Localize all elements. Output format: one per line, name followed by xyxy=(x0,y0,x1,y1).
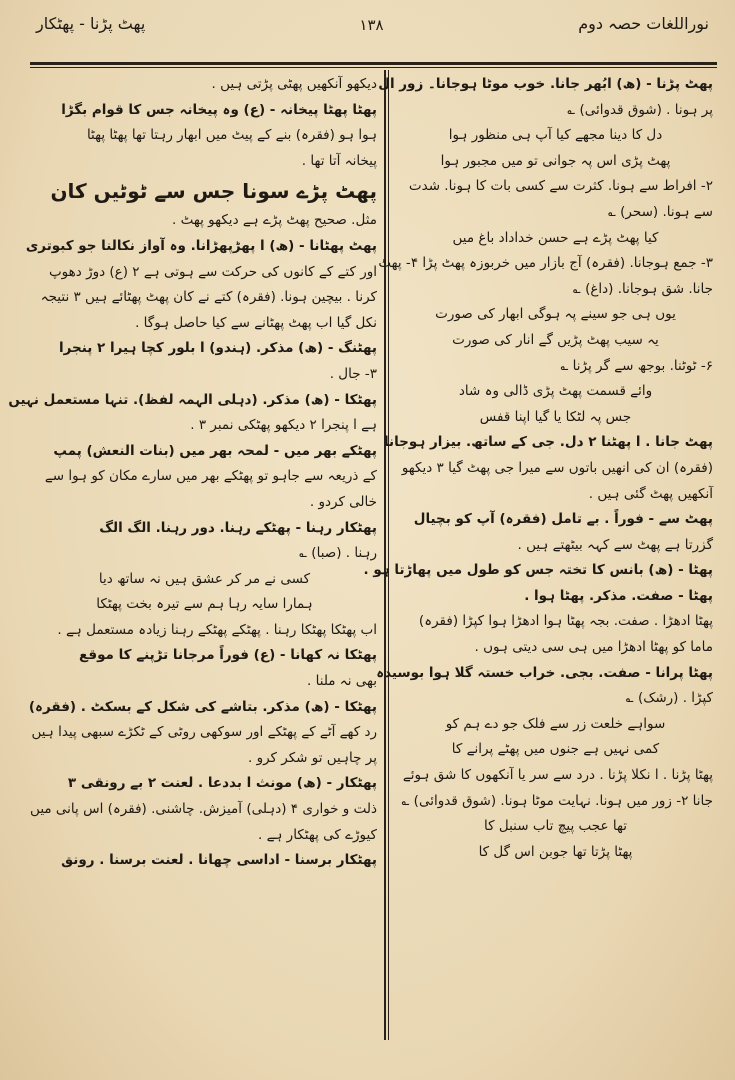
entry-headword-line: پھٹنگ - (ھ) مذکر. (ہندو) ا بلور کچا ہیرا ۲ پنجرا xyxy=(58,340,377,357)
entry-headword-line: پھٹ پڑے سونا جس سے ٹوٹیں کان xyxy=(50,179,377,204)
entry-text-line: ذلت و خواری ۴ (دہلی) آمیزش. چاشنی. (فقرہ) اس پانی میں xyxy=(30,801,377,818)
header-rule-thin xyxy=(30,67,717,68)
entry-headword-line: پھٹ پڑنا - (ھ) ابُھر جانا. خوب موٹا ہوجانا۔ زور ال xyxy=(378,76,713,92)
entry-text-line: رد کھے آٹے کے پھٹکے اور سوکھی روٹی کے ٹکڑے سبھی پیدا ہیں xyxy=(31,724,377,741)
entry-headword-line: پھٹا - صفت. مذکر. پھٹا ہوا . xyxy=(524,587,713,604)
entry-text-line: ہوا ہو (فقرہ) بنے کے پیٹ میں ابھار رہتا تھا پھٹا پھٹا xyxy=(86,127,377,144)
column-divider-thin xyxy=(388,70,389,1040)
entry-text-line: کیوڑے کی پھٹکار ہے . xyxy=(257,826,377,843)
book-title: نوراللغات حصہ دوم xyxy=(578,14,709,33)
entry-text-line: (فقرہ) ان کی انھیں باتوں سے میرا جی پھٹ گیا ۳ دیکھو xyxy=(401,459,713,476)
entry-text-line: ۳- جمع ہوجانا. (فقرہ) آج بازار میں خربوزہ پھٹ پڑا ۴- پھٹ xyxy=(378,255,713,272)
page-number: ۱۳۸ xyxy=(359,16,384,34)
verse-line: یوں ہی جو سینے پہ ہوگی ابھار کی صورت xyxy=(435,306,676,323)
entry-text-line: سے ہونا. (سحر) ؎ xyxy=(607,203,713,220)
entry-headword-line: پھٹ جانا . ا پھٹنا ۲ دل. جی کے ساتھ. بیزار ہوجانا xyxy=(383,434,713,451)
entry-text-line: پر چاہیں تو شکر کرو . xyxy=(247,749,377,766)
entry-text-line: ۳- جال . xyxy=(329,365,377,382)
entry-text-line: اب پھٹکا پھٹکا رہنا . پھٹکے پھٹکے رہنا زیادہ مستعمل ہے . xyxy=(57,621,377,638)
entry-text-line: دیکھو آنکھیں پھٹی پڑتی ہیں . xyxy=(211,76,377,92)
entry-headword-line: پھٹکے بھر میں - لمحہ بھر میں (بنات النعش) پمپ xyxy=(53,442,377,459)
verse-line: وائے قسمت پھٹ پڑی ڈالی وہ شاد xyxy=(458,383,653,400)
entry-headword-line: پھٹا پرانا - صفت. بجی. خراب خستہ گلا ہوا بوسیدہ xyxy=(376,664,713,681)
verse-line: پھٹا پڑتا تھا جوبن اس گل کا xyxy=(478,843,633,860)
column-divider xyxy=(384,70,386,1040)
entry-text-line: جانا. شق ہوجانا. (داغ) ؎ xyxy=(572,280,713,297)
verse-line: ہمارا سایہ رہا ہم سے تیرہ بخت پھٹکا xyxy=(96,596,313,613)
entry-text-line: کپڑا . (رشک) ؎ xyxy=(625,690,713,707)
entry-headword-line: پھٹکا - (ھ) مذکر. (دہلی الہمہ لفظ). تنہا مستعمل نہیں xyxy=(8,391,377,408)
entry-text-line: پھٹا ادھڑا . صفت. بجہ پھٹا ہوا ادھڑا ہوا کپڑا (فقرہ) xyxy=(418,613,713,630)
entry-text-line: جانا ۲- زور میں ہونا. نہایت موٹا ہونا. (شوق قدوائی) ؎ xyxy=(401,792,713,809)
entry-text-line: آنکھیں پھٹ گئی ہیں . xyxy=(588,485,713,502)
verse-line: سواہے خلعت زر سے فلک جو دے ہم کو xyxy=(445,715,666,732)
entry-text-line: پر ہونا . (شوق قدوائی) ؎ xyxy=(567,101,713,118)
entry-text-line: پھٹا پڑنا . ا نکلا پڑنا . درد سے سر یا آنکھوں کا شق ہوئے xyxy=(402,767,713,784)
entry-text-line: کرنا . بیچین ہونا. (فقرہ) کتے نے کان پھٹ پھٹائے ہیں ۳ نتیجہ xyxy=(40,289,377,306)
verse-line: جس پہ لٹکا یا گیا اپنا قفس xyxy=(479,408,632,425)
entry-headword-line: پھٹ سے - فوراً . بے تامل (فقرہ) آپ کو بچیال xyxy=(413,511,713,528)
entry-text-line: کے ذریعہ سے جاہو تو پھٹکے بھر میں سارے مکان کو ہوا سے xyxy=(44,468,377,485)
right-column xyxy=(363,72,713,865)
entry-headword-line: پھٹکا نہ کھانا - (ع) فوراً مرجانا تڑپنے کا موقع xyxy=(79,647,377,664)
entry-headword-line: پھٹا - (ھ) بانس کا تختہ جس کو طول میں پھاڑتا ہو . xyxy=(363,562,713,579)
entry-headword-line: پھٹا پھٹا پیخانہ - (ع) وہ پیخانہ جس کا قوام بگڑا xyxy=(61,101,377,118)
entry-text-line: بھی نہ ملنا . xyxy=(307,673,377,690)
entry-text-line: رہنا . (صبا) ؎ xyxy=(299,545,377,562)
entry-text-line: مثل. صحیح پھٹ پڑے ہے دیکھو پھٹ . xyxy=(172,212,377,229)
verse-line: یہ سیب پھٹ پڑیں گے انار کی صورت xyxy=(452,331,659,348)
verse-line: پھٹ پڑی اس پہ جوانی تو میں مجبور ہوا xyxy=(440,152,671,169)
entry-text-line: نکل گیا اب پھٹ پھٹانے سے کیا حاصل ہوگا . xyxy=(135,314,377,331)
header-rule xyxy=(30,62,717,65)
entry-headword-line: پھٹکار - (ھ) مونث ا بددعا . لعنت ۲ بے رونقی ۳ xyxy=(67,775,377,792)
entry-text-line: خالی کردو . xyxy=(309,493,377,510)
page-header xyxy=(30,8,713,48)
verse-line: کیا پھٹ پڑے ہے حسن خداداد باغ میں xyxy=(452,229,659,246)
entry-text-line: پیخانہ آتا تھا . xyxy=(301,152,377,169)
entry-text-line: گزرتا ہے پھٹ سے کہہ بیٹھتے ہیں . xyxy=(517,536,713,553)
verse-line: تھا عجب پیچ تاب سنبل کا xyxy=(484,818,627,835)
entry-text-line: اور کتے کے کانوں کی حرکت سے ہوتی ہے ۲ (ع) دوڑ دھوپ xyxy=(48,263,377,280)
entry-headword-line: پھٹکار برسنا - اداسی چھانا . لعنت برسنا . رونق xyxy=(61,852,377,869)
entry-range: پھٹ پڑنا - پھٹکار xyxy=(36,14,146,33)
verse-line: دل کا دینا مجھے کیا آپ ہی منظور ہوا xyxy=(448,127,663,144)
entry-text-line: ہے ا پنجرا ۲ دیکھو پھٹکی نمبر ۳ . xyxy=(190,417,377,434)
entry-headword-line: پھٹکار رہنا - پھٹکے رہنا. دور رہنا. الگ الگ xyxy=(99,519,377,536)
verse-line: کمی نہیں ہے جنوں میں پھٹے پرانے کا xyxy=(451,741,660,758)
entry-headword-line: پھٹکا - (ھ) مذکر. بتاشے کی شکل کے بسکٹ . (فقرہ) xyxy=(28,698,377,715)
left-column xyxy=(8,72,377,874)
entry-text-line: ۶- ٹوٹنا. بوجھ سے گر پڑنا ؎ xyxy=(560,357,713,374)
entry-text-line: ماما کو پھٹا ادھڑا میں ہی سی دیتی ہوں . xyxy=(474,639,713,656)
verse-line: کسی نے مر کر عشق ہیں نہ ساتھ دیا xyxy=(98,570,311,587)
entry-text-line: ۲- افراط سے ہونا. کثرت سے کسی بات کا ہونا. شدت xyxy=(408,178,713,195)
entry-headword-line: پھٹ پھٹانا - (ھ) ا پھڑپھڑانا. وہ آواز نکالنا جو کبوتری xyxy=(25,237,377,254)
